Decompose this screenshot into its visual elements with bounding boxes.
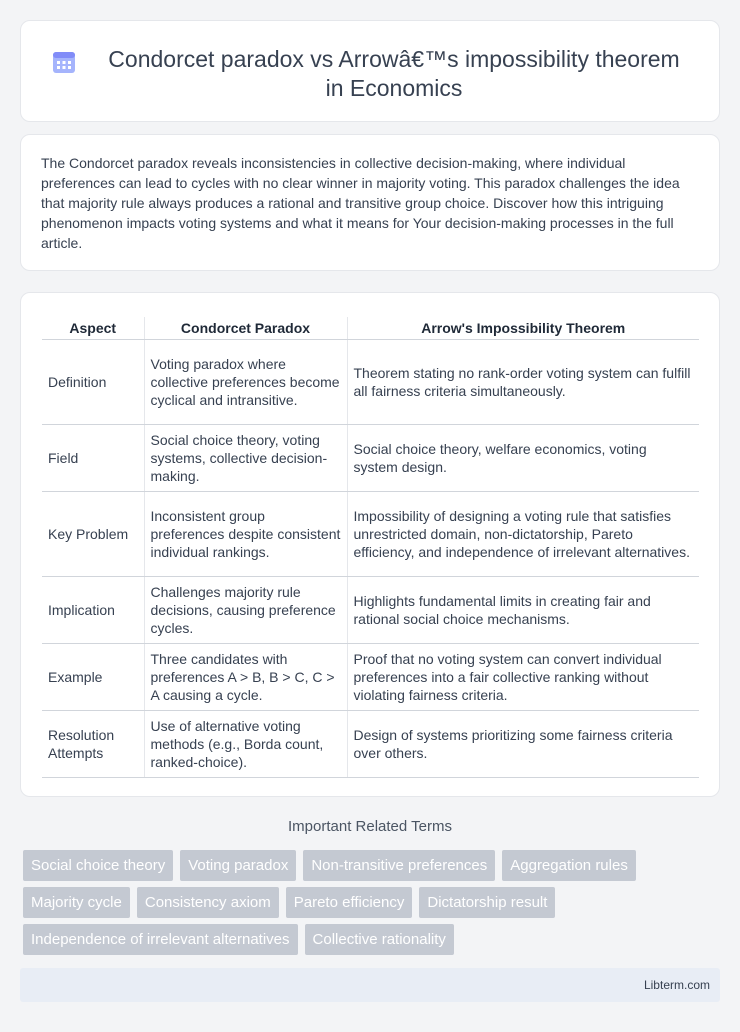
table-row [42,644,699,711]
related-terms-title: Important Related Terms [288,818,452,835]
intro-card [20,134,720,271]
related-term-tag[interactable]: Aggregation rules [502,850,636,881]
row-condorcet: Challenges majority rule decisions, causing preference cycles. [144,577,347,644]
table-row [42,577,699,644]
related-term-tag[interactable]: Voting paradox [180,850,296,881]
table-row [42,492,699,577]
table-row [42,340,699,425]
row-aspect: Definition [42,340,144,425]
related-term-tag[interactable]: Majority cycle [23,887,130,918]
calendar-icon [51,49,77,75]
row-aspect: Implication [42,577,144,644]
row-aspect: Example [42,644,144,711]
header-condorcet: Condorcet Paradox [144,317,347,340]
row-condorcet: Social choice theory, voting systems, collective decision-making. [144,425,347,492]
related-term-tag[interactable]: Consistency axiom [137,887,279,918]
intro-text: The Condorcet paradox reveals inconsistencies in collective decision-making, where individual preferences can lead to cycles with no clear winner in majority voting. This paradox challenges the idea that majority rule always produces a rational and transitive group choice. Discover how this intriguing phenomenon impacts voting systems and what it means for Your decision-making processes in the full article. [41,155,680,251]
page-title: Condorcet paradox vs Arrowâ€™s impossibility theorem in Economics [108,46,680,101]
row-arrow: Design of systems prioritizing some fairness criteria over others. [347,711,699,778]
row-arrow: Proof that no voting system can convert individual preferences into a fair collective ranking without violating fairness criteria. [347,644,699,711]
row-arrow: Impossibility of designing a voting rule that satisfies unrestricted domain, non-dictatorship, Pareto efficiency, and independence of irrelevant alternatives. [347,492,699,577]
related-term-tag[interactable]: Collective rationality [305,924,454,955]
row-condorcet: Voting paradox where collective preferences become cyclical and intransitive. [144,340,347,425]
related-term-tag[interactable]: Independence of irrelevant alternatives [23,924,298,955]
header-aspect: Aspect [42,317,144,340]
title-card [20,20,720,122]
table-header-row [42,317,699,340]
header-arrow: Arrow's Impossibility Theorem [347,317,699,340]
related-term-tag[interactable]: Pareto efficiency [286,887,413,918]
related-term-tag[interactable]: Social choice theory [23,850,173,881]
footer-site-link[interactable]: Libterm.com [643,978,710,992]
table-row [42,711,699,778]
related-term-tag[interactable]: Non-transitive preferences [303,850,495,881]
related-terms-list [23,850,723,961]
footer [20,968,720,1002]
comparison-card [20,292,720,797]
table-row [42,425,699,492]
related-term-tag[interactable]: Dictatorship result [419,887,555,918]
row-aspect: Field [42,425,144,492]
row-aspect: Key Problem [42,492,144,577]
row-condorcet: Three candidates with preferences A > B, B > C, C > A causing a cycle. [144,644,347,711]
row-arrow: Theorem stating no rank-order voting system can fulfill all fairness criteria simultaneously. [347,340,699,425]
comparison-table [42,317,699,778]
row-arrow: Highlights fundamental limits in creating fair and rational social choice mechanisms. [347,577,699,644]
row-aspect: Resolution Attempts [42,711,144,778]
row-condorcet: Use of alternative voting methods (e.g., Borda count, ranked-choice). [144,711,347,778]
row-condorcet: Inconsistent group preferences despite consistent individual rankings. [144,492,347,577]
row-arrow: Social choice theory, welfare economics, voting system design. [347,425,699,492]
